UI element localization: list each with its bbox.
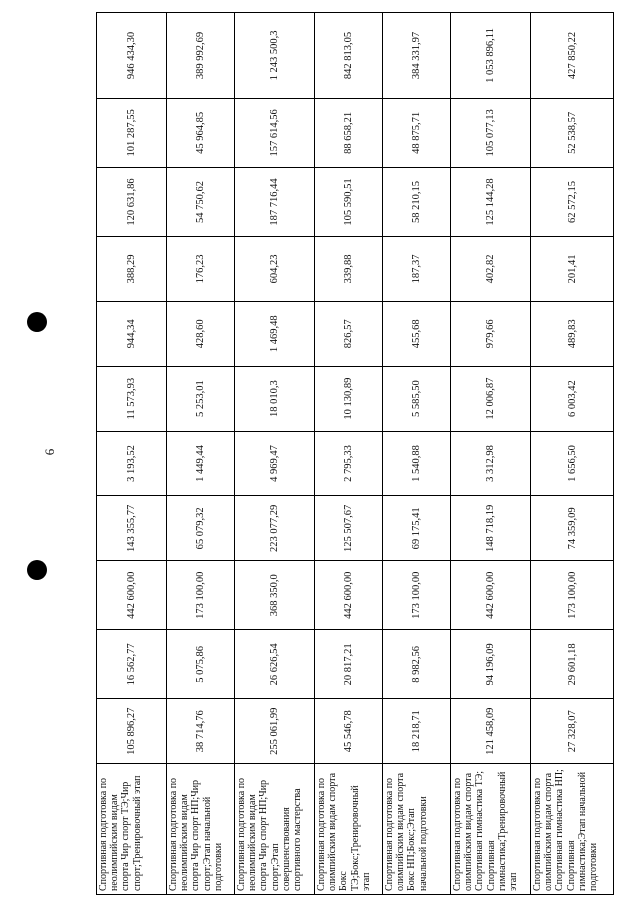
table-cell: 173 100,00: [531, 561, 614, 630]
table-cell: 125 144,28: [451, 167, 531, 236]
table-cell: 74 359,09: [531, 496, 614, 561]
table-cell: 69 175,41: [383, 496, 451, 561]
table-cell: 62 572,15: [531, 167, 614, 236]
table-cell: 45 546,78: [315, 699, 383, 764]
row-label: Спортивная подготовка по неолимпийским видам спорта Чир спорт ТЭ;Чир спорт;Тренировочный этап: [97, 764, 167, 895]
table-cell: 94 196,09: [451, 630, 531, 699]
table-cell: 105 896,27: [97, 699, 167, 764]
table-cell: 12 006,87: [451, 366, 531, 431]
table-cell: 18 010,3: [235, 366, 315, 431]
table-cell: 5 253,01: [167, 366, 235, 431]
table-cell: 442 600,00: [315, 561, 383, 630]
table-cell: 5 585,50: [383, 366, 451, 431]
table-cell: 944,34: [97, 301, 167, 366]
table-cell: 368 350,0: [235, 561, 315, 630]
table-cell: 121 458,09: [451, 699, 531, 764]
table-cell: 120 631,86: [97, 167, 167, 236]
table-cell: 3 312,98: [451, 431, 531, 496]
row-label: Спортивная подготовка по олимпийским видам спорта Спортивная гимнастика ТЭ; Спортивная гимнастика;Тренировочный этап: [451, 764, 531, 895]
table-cell: 173 100,00: [167, 561, 235, 630]
table-cell: 3 193,52: [97, 431, 167, 496]
table-row: [531, 13, 614, 895]
table-cell: 455,68: [383, 301, 451, 366]
table-cell: 26 626,54: [235, 630, 315, 699]
row-label: Спортивная подготовка по олимпийским видам спорта Спортивная гимнастика НП; Спортивная гимнастика;Этап начальной подготовки: [531, 764, 614, 895]
table-cell: 223 077,29: [235, 496, 315, 561]
table-row: [315, 13, 383, 895]
table-cell: 105 590,51: [315, 167, 383, 236]
table-cell: 18 218,71: [383, 699, 451, 764]
table-cell: 105 077,13: [451, 98, 531, 167]
table-cell: 427 850,22: [531, 13, 614, 99]
table-cell: 65 079,32: [167, 496, 235, 561]
table-cell: 384 331,97: [383, 13, 451, 99]
table-cell: 11 573,93: [97, 366, 167, 431]
table-cell: 27 328,07: [531, 699, 614, 764]
table-cell: 176,23: [167, 236, 235, 301]
table-cell: 201,41: [531, 236, 614, 301]
table-row: [97, 13, 167, 895]
table-cell: 45 964,85: [167, 98, 235, 167]
table-cell: 48 875,71: [383, 98, 451, 167]
table-row: [383, 13, 451, 895]
table-cell: 1 053 896,11: [451, 13, 531, 99]
row-label: Спортивная подготовка по неолимпийским видам спорта Чир спорт НП;Чир спорт;Этап начальной подготовки: [167, 764, 235, 895]
rotated-table-area: [96, 12, 613, 895]
table-cell: 1 656,50: [531, 431, 614, 496]
binder-hole-top: [27, 312, 47, 332]
row-label: Спортивная подготовка по олимпийским видам спорта Бокс НП;Бокс;Этап начальной подготовки: [383, 764, 451, 895]
table-cell: 255 061,99: [235, 699, 315, 764]
table-cell: 946 434,30: [97, 13, 167, 99]
table-cell: 826,57: [315, 301, 383, 366]
table-cell: 54 750,62: [167, 167, 235, 236]
cost-table: [96, 12, 614, 895]
table-cell: 442 600,00: [451, 561, 531, 630]
table-cell: 101 287,55: [97, 98, 167, 167]
table-cell: 428,60: [167, 301, 235, 366]
table-cell: 20 817,21: [315, 630, 383, 699]
table-cell: 157 614,56: [235, 98, 315, 167]
table-cell: 4 969,47: [235, 431, 315, 496]
table-cell: 29 601,18: [531, 630, 614, 699]
table-cell: 5 075,86: [167, 630, 235, 699]
table-cell: 148 718,19: [451, 496, 531, 561]
table-cell: 187 716,44: [235, 167, 315, 236]
table-row: [235, 13, 315, 895]
table-cell: 1 469,48: [235, 301, 315, 366]
table-cell: 143 355,77: [97, 496, 167, 561]
table-body: [97, 13, 614, 895]
table-cell: 1 243 500,3: [235, 13, 315, 99]
row-label: Спортивная подготовка по неолимпийским видам спорта Чир спорт НП;Чир спорт;Этап совершенствования спортивного мастерства: [235, 764, 315, 895]
table-cell: 187,37: [383, 236, 451, 301]
table-cell: 489,83: [531, 301, 614, 366]
table-cell: 402,82: [451, 236, 531, 301]
table-cell: 2 795,33: [315, 431, 383, 496]
table-row: [451, 13, 531, 895]
table-cell: 58 210,15: [383, 167, 451, 236]
table-cell: 604,23: [235, 236, 315, 301]
page-number: 6: [42, 448, 57, 456]
table-row: [167, 13, 235, 895]
table-cell: 389 992,69: [167, 13, 235, 99]
table-cell: 38 714,76: [167, 699, 235, 764]
table-cell: 442 600,00: [97, 561, 167, 630]
table-cell: 125 507,67: [315, 496, 383, 561]
table-cell: 88 658,21: [315, 98, 383, 167]
table-cell: 979,66: [451, 301, 531, 366]
table-cell: 1 540,88: [383, 431, 451, 496]
table-cell: 173 100,00: [383, 561, 451, 630]
table-cell: 16 562,77: [97, 630, 167, 699]
table-cell: 842 813,05: [315, 13, 383, 99]
table-cell: 6 003,42: [531, 366, 614, 431]
table-cell: 1 449,44: [167, 431, 235, 496]
table-cell: 52 538,57: [531, 98, 614, 167]
table-cell: 8 982,56: [383, 630, 451, 699]
table-cell: 339,88: [315, 236, 383, 301]
table-cell: 388,29: [97, 236, 167, 301]
table-cell: 10 130,89: [315, 366, 383, 431]
row-label: Спортивная подготовка по олимпийским видам спорта Бокс ТЭ;Бокс;Тренировочный этап: [315, 764, 383, 895]
binder-hole-bottom: [27, 560, 47, 580]
